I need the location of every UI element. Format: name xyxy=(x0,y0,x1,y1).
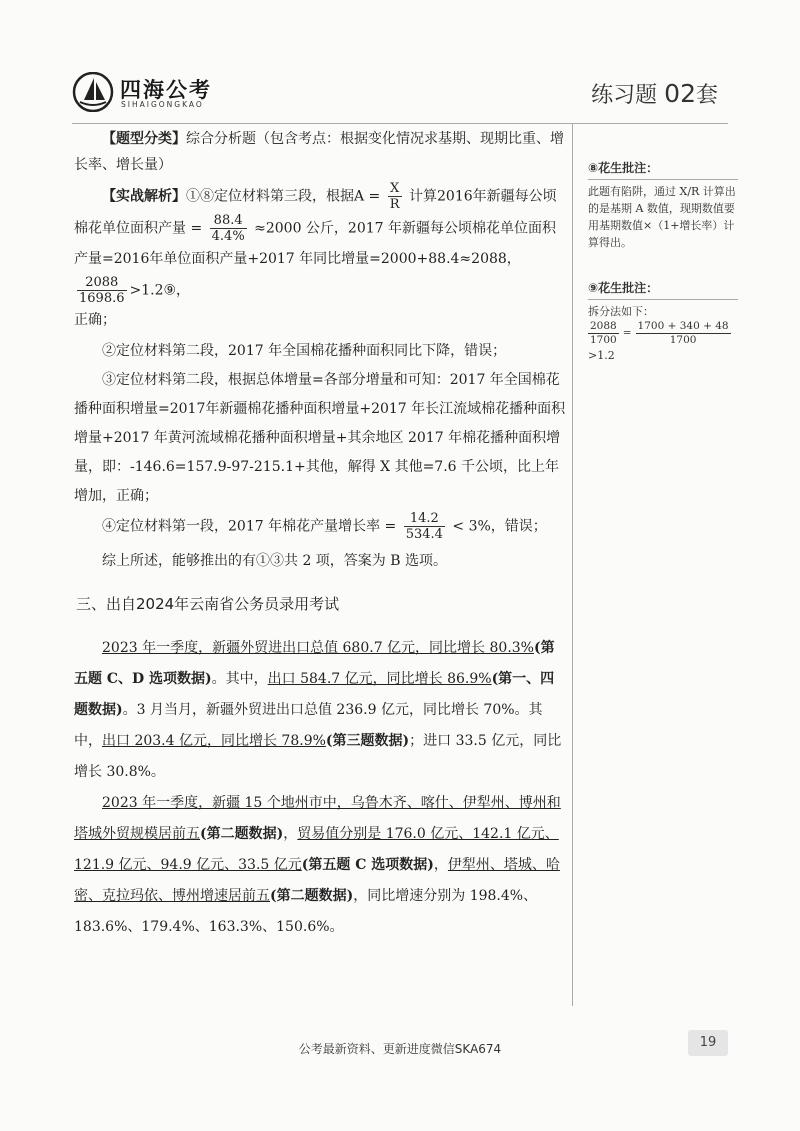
plain-text: ， xyxy=(283,826,298,842)
step1-text-b: 计算2016年新疆每公顷棉花单位面积产量 = xyxy=(74,188,557,236)
solution-step-4 xyxy=(74,511,566,543)
type-text: 综合分析题（包含考点：根据变化情况求基期、现期比重、增长率、增长量） xyxy=(74,131,564,173)
section-heading: 三、出自2024年云南省公务员录用考试 xyxy=(76,595,340,613)
brand-subtitle: SIHAIGONGKAO xyxy=(121,100,204,109)
note-rule xyxy=(588,179,738,180)
question-ref: (第一、四题数据) xyxy=(74,671,555,718)
step1-text-c: ≈2000 公斤，2017 年新疆每公顷棉花单位面积产量=2016年单位面积产量+2017 年同比增量=2000+88.4≈2088， xyxy=(74,220,557,267)
equals-sign: = xyxy=(622,327,632,339)
set-suffix: 套 xyxy=(695,83,718,108)
fraction-denominator: 1700 xyxy=(669,334,697,346)
question-ref: (第五题 C 选项数据) xyxy=(301,857,434,873)
underlined-data: 贸易值分别是 176.0 亿元、142.1 亿元、121.9 亿元、94.9 亿元、33.5 亿元 xyxy=(74,826,559,873)
solution-step-2: ②定位材料第二段，2017 年全国棉花播种面积同比下降，错误； xyxy=(102,342,507,359)
analysis-block xyxy=(74,126,566,574)
step1-text-a: ①⑧定位材料第三段，根据A = xyxy=(186,188,381,205)
step4-text-a: ④定位材料第一段，2017 年棉花产量增长率 = xyxy=(102,518,397,534)
note9-title: ⑨花生批注： xyxy=(588,281,659,295)
question-ref: (第三题数据) xyxy=(325,733,410,749)
note8-text: 此题有陷阱，通过 X/R 计算出的是基期 A 数值，现期数值要用基期数值×（1+增长率）计算得出。 xyxy=(588,185,736,249)
fraction-2088-over-16986 xyxy=(77,275,127,306)
set-number: 02 xyxy=(664,79,696,108)
question-ref: (第五题 C、D 选项数据) xyxy=(74,640,555,687)
plain-text: 。其中， xyxy=(211,671,268,687)
material-paragraph-2 xyxy=(74,788,566,943)
plain-text: ；进口 33.5 亿元，同比增长 30.8%。 xyxy=(74,733,562,780)
fraction-884-over-44 xyxy=(210,213,247,244)
question-ref: (第二题数据) xyxy=(200,826,284,842)
header-divider xyxy=(72,123,728,124)
underlined-data: 出口 584.7 亿元，同比增长 86.9% xyxy=(267,671,492,687)
solution-step-3: ③定位材料第二段，根据总体增量=各部分增量和可知：2017 年全国棉花播种面积增量=2017年新疆棉花播种面积增量+2017 年长江流域棉花播种面积增量+2017 年黄河流域棉花播种面积增量+其余地区 2017 年棉花播种面积增量，即：-146.6=157.9-97-215.1+其他，解得 X 其他=7.6 千公顷，比上年增加，正确； xyxy=(74,371,566,504)
note9-result: >1.2 xyxy=(588,349,615,362)
margin-note-9 xyxy=(588,280,738,364)
note9-text: 拆分法如下： xyxy=(588,305,654,318)
fraction-numerator: 1700 + 340 + 48 xyxy=(637,320,729,332)
question-ref: (第二题数据) xyxy=(270,888,354,904)
fraction-numerator: 2088 xyxy=(77,275,127,291)
step4-text-b: < 3%，错误； xyxy=(452,518,547,534)
step1-conclusion: 正确； xyxy=(74,311,116,328)
type-paragraph xyxy=(74,126,566,178)
fraction-numerator: 88.4 xyxy=(210,213,247,229)
fraction-numerator: 2088 xyxy=(590,320,617,332)
fraction-denominator: 1698.6 xyxy=(79,291,125,306)
plain-text: 。3 月当月，新疆外贸进出口总值 236.9 亿元，同比增长 70%。其中， xyxy=(74,702,543,749)
solution-step-1 xyxy=(74,181,566,307)
plain-text: ， xyxy=(433,857,448,873)
fraction-2088-over-1700 xyxy=(588,320,619,347)
margin-divider xyxy=(572,124,573,1006)
material-paragraph-1 xyxy=(74,633,566,788)
plain-text: ，同比增速分别为 198.4%、183.6%、179.4%、163.3%、150.6%。 xyxy=(74,888,538,935)
sailboat-logo-icon xyxy=(72,72,114,112)
underlined-data: 出口 203.4 亿元，同比增长 78.9% xyxy=(102,733,326,749)
brand-name: 四海公考 xyxy=(120,78,212,102)
solve-label: 【实战解析】 xyxy=(102,188,186,205)
fraction-split-sum xyxy=(636,320,731,347)
step1-text-d: >1.2⑨， xyxy=(129,282,191,299)
underlined-data: 2023 年一季度，新疆外贸进出口总值 680.7 亿元，同比增长 80.3% xyxy=(102,640,534,656)
fraction-denominator: 1700 xyxy=(590,334,617,346)
fraction-142-over-5344 xyxy=(404,511,445,542)
split-equation xyxy=(588,320,738,347)
fraction-numerator: 14.2 xyxy=(404,511,445,527)
note-rule xyxy=(588,299,738,300)
brand-logo xyxy=(72,72,232,112)
type-label: 【题型分类】 xyxy=(102,131,186,147)
set-prefix: 练习题 xyxy=(591,83,658,108)
note8-title: ⑧花生批注： xyxy=(588,161,659,175)
fraction-numerator: X xyxy=(388,181,402,197)
fraction-denominator: R xyxy=(389,197,400,212)
fraction-denominator: 534.4 xyxy=(405,526,443,542)
margin-note-8 xyxy=(588,160,738,251)
fraction-x-over-r xyxy=(388,181,402,212)
footer-text: 公考最新资料、更新进度微信SKA674 xyxy=(298,1042,502,1056)
underlined-data: 2023 年一季度，新疆 15 个地州市中，乌鲁木齐、喀什、伊犁州、博州和塔城外贸规模居前五 xyxy=(74,795,561,842)
exercise-set-title xyxy=(591,78,718,109)
page-number: 19 xyxy=(688,1030,728,1056)
summary-text: 综上所述，能够推出的有①③共 2 项，答案为 B 选项。 xyxy=(102,553,447,569)
underlined-data: 伊犁州、塔城、哈密、克拉玛依、博州增速居前五 xyxy=(74,857,560,904)
section3-material xyxy=(74,633,566,943)
fraction-denominator: 4.4% xyxy=(211,228,245,244)
